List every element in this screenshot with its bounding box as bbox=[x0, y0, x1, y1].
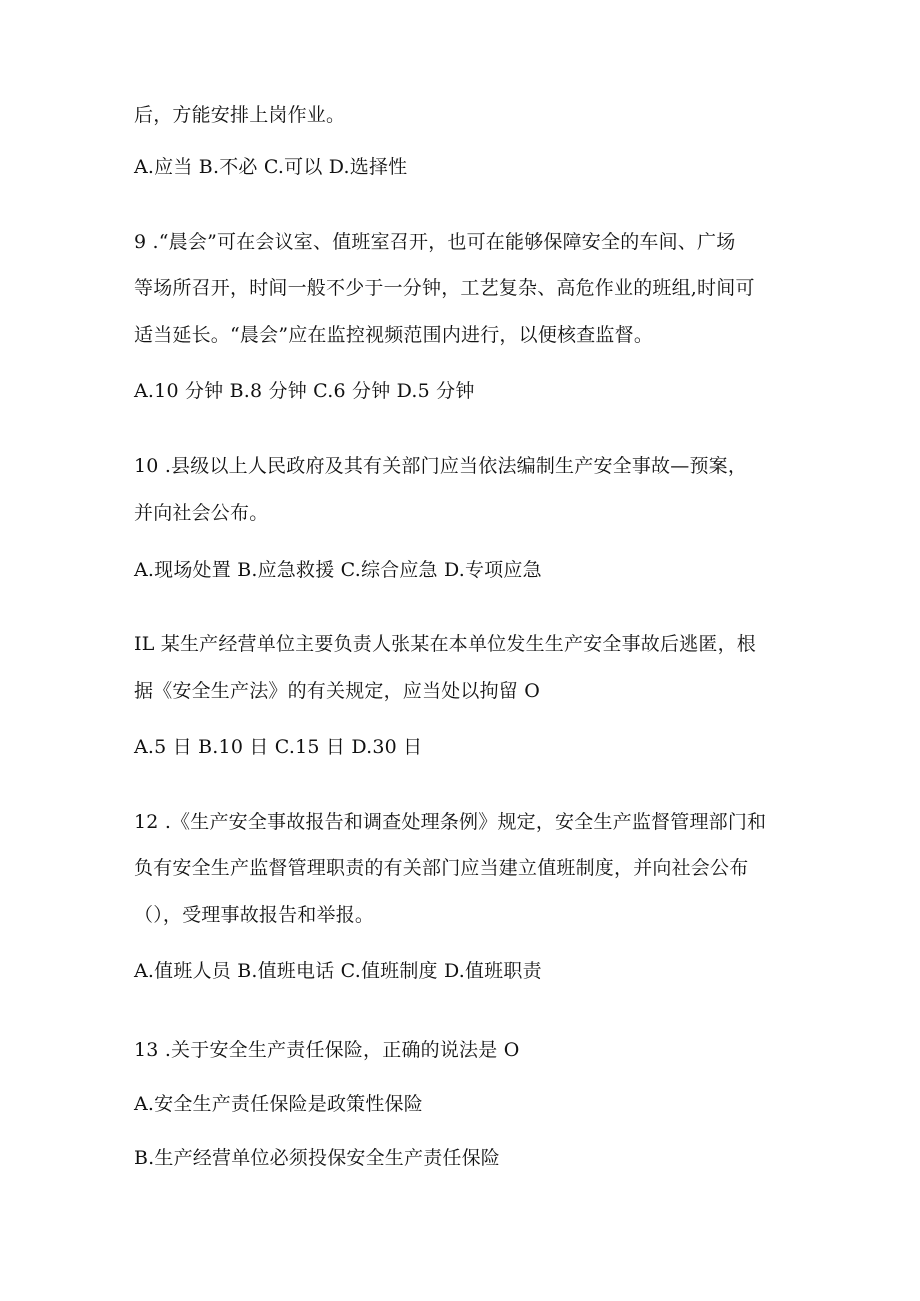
answer-options-11: A.5 日 B.10 日 C.15 日 D.30 日 bbox=[134, 736, 423, 758]
question-10-line-2: 并向社会公布。 bbox=[134, 502, 269, 524]
question-13-line-1: 13 .关于安全生产责任保险，正确的说法是 O bbox=[134, 1039, 520, 1061]
question-11-line-2: 据《安全生产法》的有关规定，应当处以拘留 O bbox=[134, 680, 541, 702]
question-9-line-3: 适当延长。“晨会”应在监控视频范围内进行，以便核查监督。 bbox=[134, 324, 654, 346]
question-12-line-3: （），受理事故报告和举报。 bbox=[134, 904, 375, 926]
answer-options-8: A.应当 B.不必 C.可以 D.选择性 bbox=[134, 156, 408, 178]
answer-options-9: A.10 分钟 B.8 分钟 C.6 分钟 D.5 分钟 bbox=[134, 380, 475, 402]
question-9-line-1: 9 .“晨会”可在会议室、值班室召开，也可在能够保障安全的车间、广场 bbox=[134, 231, 736, 253]
answer-options-10: A.现场处置 B.应急救援 C.综合应急 D.专项应急 bbox=[134, 559, 542, 581]
question-10-line-1: 10 .县级以上人民政府及其有关部门应当依法编制生产安全事故—预案， bbox=[134, 455, 748, 477]
text-line-1: 后，方能安排上岗作业。 bbox=[134, 104, 346, 126]
answer-option-13-b: B.生产经营单位必须投保安全生产责任保险 bbox=[134, 1147, 501, 1169]
answer-options-12: A.值班人员 B.值班电话 C.值班制度 D.值班职责 bbox=[134, 960, 542, 982]
question-9-line-2: 等场所召开，时间一般不少于一分钟，工艺复杂、高危作业的班组,时间可 bbox=[134, 277, 755, 299]
question-12-line-1: 12 .《生产安全事故报告和调查处理条例》规定，安全生产监督管理部门和 bbox=[134, 811, 767, 833]
question-12-line-2: 负有安全生产监督管理职责的有关部门应当建立值班制度，并向社会公布 bbox=[134, 857, 749, 879]
answer-option-13-a: A.安全生产责任保险是政策性保险 bbox=[134, 1093, 423, 1115]
question-11-line-1: IL 某生产经营单位主要负责人张某在本单位发生生产安全事故后逃匿，根 bbox=[134, 633, 756, 655]
